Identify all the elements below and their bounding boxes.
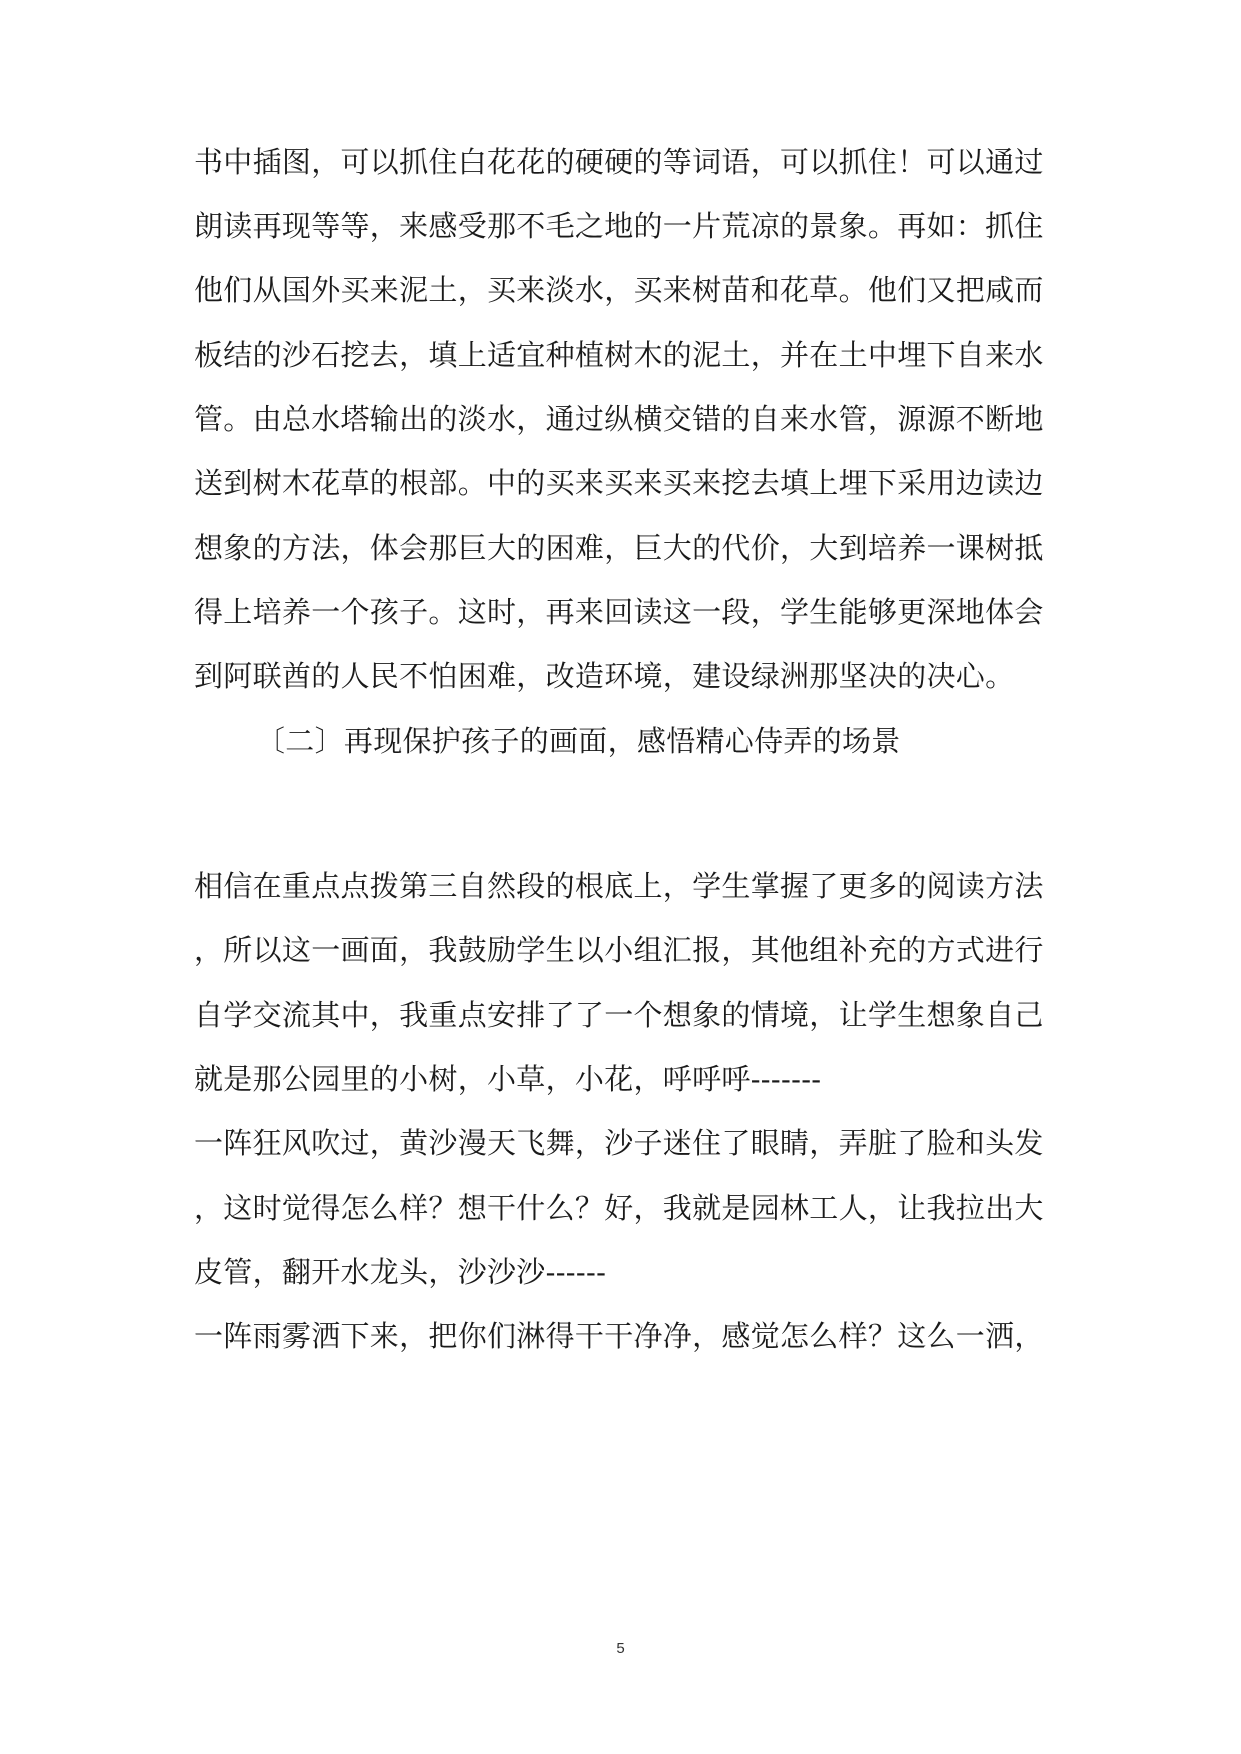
page-number: 5 (616, 1640, 625, 1657)
paragraph-1-line-4: 板结的沙石挖去，填上适宜种植树木的泥土，并在土中埋下自来水 (194, 338, 1044, 372)
paragraph-4-line-1: 一阵雨雾洒下来，把你们淋得干干净净，感觉怎么样？这么一洒， (194, 1319, 1044, 1353)
paragraph-3-line-1: 一阵狂风吹过，黄沙漫天飞舞，沙子迷住了眼睛，弄脏了脸和头发 (194, 1126, 1044, 1160)
paragraph-1-line-1: 书中插图，可以抓住白花花的硬硬的等词语，可以抓住！可以通过 (194, 145, 1044, 179)
section-heading: 〔二〕再现保护孩子的画面，感悟精心侍弄的场景 (256, 724, 901, 758)
paragraph-1-line-8: 得上培养一个孩子。这时，再来回读这一段，学生能够更深地体会 (194, 595, 1044, 629)
paragraph-1-line-2: 朗读再现等等，来感受那不毛之地的一片荒凉的景象。再如：抓住 (194, 209, 1044, 243)
paragraph-3-line-2: ，这时觉得怎么样？想干什么？好，我就是园林工人，让我拉出大 (194, 1191, 1044, 1225)
paragraph-2-line-3: 自学交流其中，我重点安排了了一个想象的情境，让学生想象自己 (194, 998, 1044, 1032)
paragraph-1-line-7: 想象的方法，体会那巨大的困难，巨大的代价，大到培养一课树抵 (194, 531, 1044, 565)
paragraph-1-line-3: 他们从国外买来泥土，买来淡水，买来树苗和花草。他们又把咸而 (194, 273, 1044, 307)
paragraph-1-line-6: 送到树木花草的根部。中的买来买来买来挖去填上埋下采用边读边 (194, 466, 1044, 500)
paragraph-2-line-4: 就是那公园里的小树，小草，小花，呼呼呼------- (194, 1062, 822, 1096)
paragraph-1-line-9: 到阿联酋的人民不怕困难，改造环境，建设绿洲那坚决的决心。 (194, 659, 1015, 693)
paragraph-2-line-1: 相信在重点点拨第三自然段的根底上，学生掌握了更多的阅读方法 (194, 869, 1044, 903)
paragraph-3-line-3: 皮管，翻开水龙头，沙沙沙------ (194, 1255, 607, 1289)
paragraph-2-line-2: ，所以这一画面，我鼓励学生以小组汇报，其他组补充的方式进行 (194, 933, 1044, 967)
paragraph-1-line-5: 管。由总水塔输出的淡水，通过纵横交错的自来水管，源源不断地 (194, 402, 1044, 436)
